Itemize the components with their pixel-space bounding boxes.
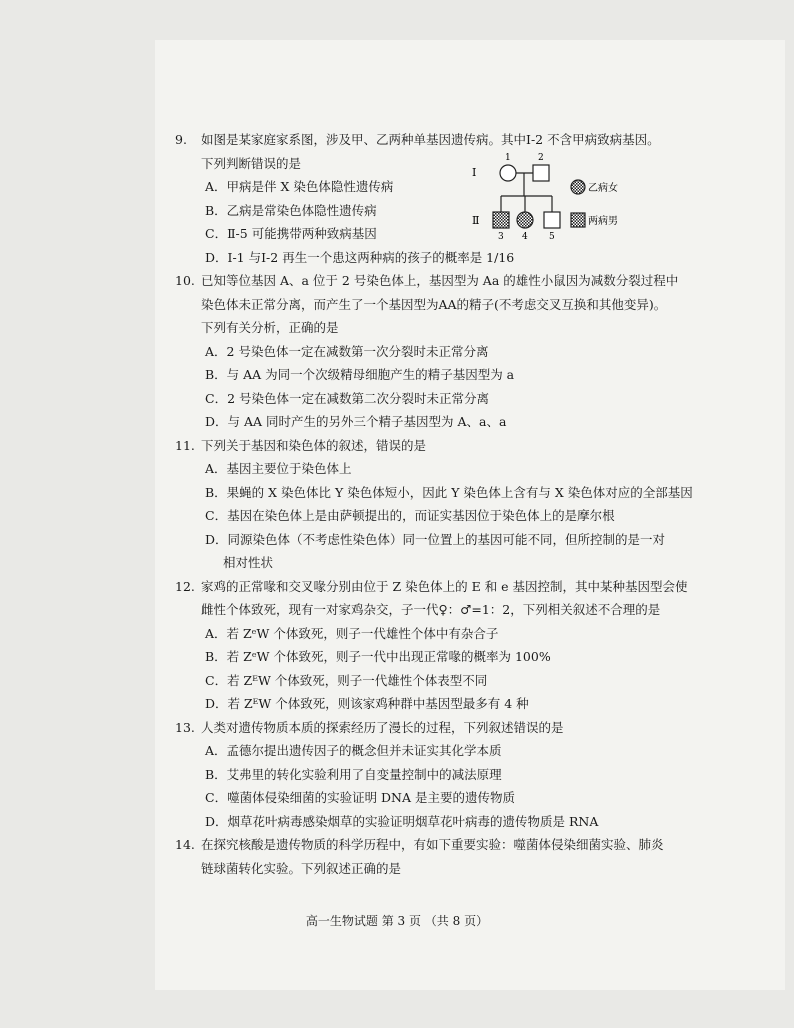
- question-12: [175, 575, 715, 716]
- option-b: B．艾弗里的转化实验利用了自变量控制中的减法原理: [205, 766, 502, 782]
- option-d-cont: 相对性状: [223, 555, 274, 570]
- option-d: D．烟草花叶病毒感染烟草的实验证明烟草花叶病毒的遗传物质是 RNA: [205, 813, 599, 829]
- option-c: C．噬菌体侵染细菌的实验证明 DNA 是主要的遗传物质: [205, 790, 515, 805]
- question-stem: 12. 家鸡的正常喙和交叉喙分别由位于 Z 染色体上的 E 和 e 基因控制，其中某种基因型会使: [175, 578, 688, 594]
- number-3: 3: [498, 232, 504, 240]
- option-b: B．与 AA 为同一个次级精母细胞产生的精子基因型为 a: [205, 367, 515, 382]
- option-a: A．若 ZᵉW 个体致死，则子一代雄性个体中有杂合子: [205, 625, 499, 641]
- individual-II-3: [493, 212, 509, 228]
- option-c: C．若 ZᴱW 个体致死，则子一代雄性个体表型不同: [205, 672, 488, 688]
- option-a: A．2 号染色体一定在减数第一次分裂时未正常分离: [205, 343, 489, 359]
- number-4: 4: [522, 232, 528, 240]
- generation-labels: [472, 166, 479, 227]
- question-stem: 14. 在探究核酸是遗传物质的科学历程中，有如下重要实验：噬菌体侵染细菌实验、肺炎: [175, 837, 664, 852]
- legend-female-disease-b-symbol: [571, 180, 585, 194]
- option-d: D．若 ZᴱW 个体致死，则该家鸡种群中基因型最多有 4 种: [205, 696, 529, 711]
- question-stem: 11. 下列关于基因和染色体的叙述，错误的是: [175, 437, 427, 453]
- option-d: D．与 AA 同时产生的另外三个精子基因型为 A、a、a: [205, 414, 507, 429]
- option-c: C．2 号染色体一定在减数第二次分裂时未正常分离: [205, 390, 489, 406]
- option-c: C．Ⅱ-5 可能携带两种致病基因: [205, 226, 377, 241]
- page-footer: 高一生物试题 第 3 页 （共 8 页）: [305, 914, 489, 928]
- option-b: B．果蝇的 X 染色体比 Y 染色体短小，因此 Y 染色体上含有与 X 染色体对应的全部基因: [205, 484, 693, 500]
- legend-male-both-symbol: [571, 213, 585, 227]
- option-a: A．基因主要位于染色体上: [205, 461, 352, 476]
- number-5: 5: [549, 232, 555, 240]
- question-9: [175, 128, 715, 269]
- pedigree-diagram: [468, 150, 628, 240]
- number-1: 1: [505, 153, 511, 163]
- individual-II-4: [517, 212, 533, 228]
- question-13: [175, 716, 715, 834]
- option-a: A．孟德尔提出遗传因子的概念但并未证实其化学本质: [205, 743, 502, 758]
- question-list: [175, 128, 715, 880]
- question-stem: 9. 如图是某家庭家系图，涉及甲、乙两种单基因遗传病。其中Ⅰ-2 不含甲病致病基因。: [175, 132, 660, 147]
- option-b: B．若 ZᵉW 个体致死，则子一代中出现正常喙的概率为 100%: [205, 649, 551, 664]
- question-stem: 13. 人类对遗传物质本质的探索经历了漫长的过程，下列叙述错误的是: [175, 719, 564, 735]
- generation-label-1: Ⅰ: [472, 166, 477, 179]
- individual-I-1: [500, 165, 516, 181]
- option-c: C．基因在染色体上是由萨顿提出的，而证实基因位于染色体上的是摩尔根: [205, 508, 615, 523]
- individual-I-2: [533, 165, 549, 181]
- number-2: 2: [538, 153, 544, 163]
- question-stem-cont: 下列判断错误的是: [201, 155, 302, 171]
- question-stem-cont: 雌性个体致死，现有一对家鸡杂交，子一代♀：♂=1：2，下列相关叙述不合理的是: [201, 602, 661, 617]
- option-a: A．甲病是伴 X 染色体隐性遗传病: [205, 179, 394, 194]
- question-stem: 10. 已知等位基因 A、a 位于 2 号染色体上，基因型为 Aa 的雄性小鼠因为减数分裂过程中: [175, 273, 679, 288]
- individual-II-5: [544, 212, 560, 228]
- question-14: [175, 833, 715, 880]
- question-10: [175, 269, 715, 434]
- option-d: D．同源染色体（不考虑性染色体）同一位置上的基因可能不同，但所控制的是一对: [205, 531, 666, 547]
- generation-label-2: Ⅱ: [472, 214, 480, 227]
- question-11: [175, 434, 715, 575]
- legend-female-disease-b-label: 乙病女: [588, 183, 618, 194]
- option-d: D．Ⅰ-1 与Ⅰ-2 再生一个患这两种病的孩子的概率是 1/16: [205, 249, 515, 265]
- question-stem-cont: 染色体未正常分离，而产生了一个基因型为AA的精子(不考虑交叉互换和其他变异)。: [201, 296, 667, 312]
- option-b: B．乙病是常染色体隐性遗传病: [205, 202, 377, 218]
- question-stem-cont: 下列有关分析，正确的是: [201, 320, 339, 335]
- legend-male-both-label: 两病男: [588, 216, 618, 227]
- question-stem-cont: 链球菌转化实验。下列叙述正确的是: [201, 860, 402, 876]
